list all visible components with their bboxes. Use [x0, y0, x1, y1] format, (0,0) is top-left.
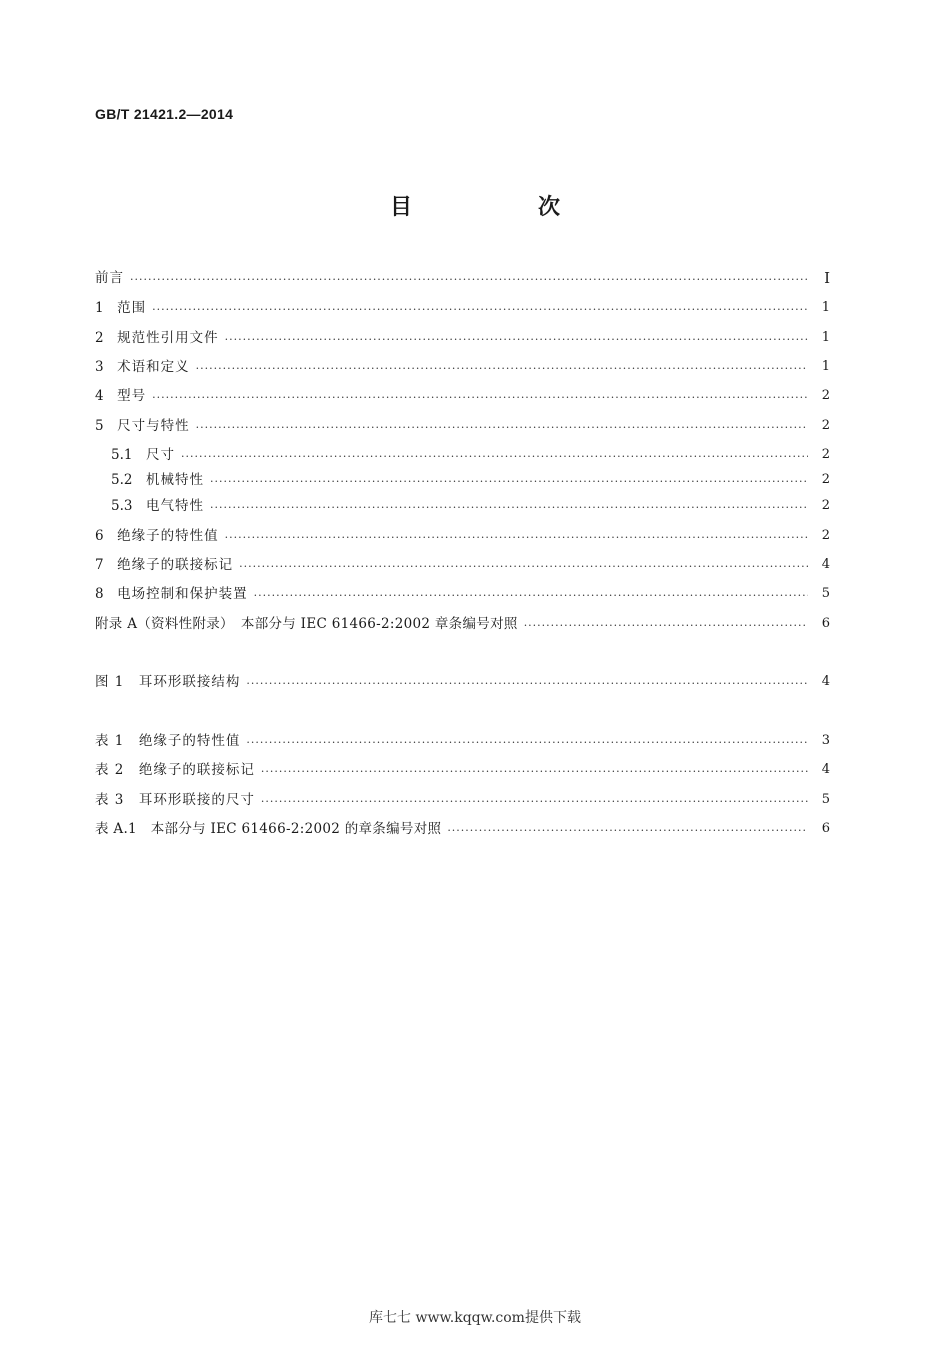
- toc-entry-page: 6: [821, 821, 830, 836]
- toc-leader-dots: [246, 735, 808, 751]
- toc-entry-number: 1: [95, 300, 118, 316]
- toc-entry-label: 电场控制和保护装置: [117, 586, 248, 602]
- toc-entry-table-2[interactable]: [95, 758, 830, 780]
- toc-entry-label: 前言: [95, 270, 124, 286]
- toc-entry-number: 8: [95, 586, 118, 602]
- toc-entry-number: 5.2: [111, 472, 146, 488]
- toc-entry-characteristic-values[interactable]: [95, 524, 830, 546]
- toc-leader-dots: [225, 332, 808, 348]
- toc-entry-page: 6: [821, 616, 830, 631]
- toc-entry-page: 1: [821, 330, 830, 345]
- toc-leader-dots: [254, 588, 808, 604]
- toc-entry-page: 4: [821, 762, 830, 777]
- toc-entry-number: 5.1: [111, 447, 146, 463]
- toc-leader-dots: [524, 618, 808, 634]
- toc-leader-dots: [210, 474, 808, 490]
- toc-entry-label: 附录 A（资料性附录） 本部分与 IEC 61466-2:2002 章条编号对照: [95, 616, 518, 632]
- toc-entry-label: 表 2 绝缘子的联接标记: [95, 762, 255, 778]
- toc-entry-label: 表 1 绝缘子的特性值: [95, 733, 241, 749]
- toc-entry-page: 2: [821, 418, 830, 433]
- toc-leader-dots: [196, 420, 808, 436]
- toc-leader-dots: [152, 390, 808, 406]
- toc-entry-label: 规范性引用文件: [117, 330, 219, 346]
- toc-entry-table-1[interactable]: [95, 729, 830, 751]
- toc-leader-dots: [246, 676, 808, 692]
- toc-entry-number: 2: [95, 330, 118, 346]
- toc-entry-number: 4: [95, 388, 118, 404]
- toc-entry-page: 2: [821, 472, 830, 487]
- toc-entry-label: 机械特性: [145, 472, 204, 488]
- toc-leader-dots: [261, 794, 808, 810]
- toc-leader-dots: [210, 500, 808, 516]
- toc-entry-page: 2: [821, 447, 830, 462]
- toc-entry-dimensions[interactable]: [95, 443, 830, 465]
- toc-leader-dots: [239, 559, 808, 575]
- toc-entry-electrical[interactable]: [95, 494, 830, 516]
- toc-entry-label: 绝缘子的联接标记: [117, 557, 234, 573]
- footer-watermark: 库七七 www.kqqw.com提供下载: [369, 1310, 581, 1326]
- toc-entry-number: 7: [95, 557, 118, 573]
- table-of-contents: [95, 0, 830, 1345]
- toc-entry-label: 表 3 耳环形联接的尺寸: [95, 792, 255, 808]
- toc-entry-page: 5: [821, 586, 830, 601]
- toc-entry-coupling-designation[interactable]: [95, 553, 830, 575]
- toc-leader-dots: [130, 272, 808, 288]
- toc-entry-number: 5: [95, 418, 118, 434]
- toc-entry-label: 尺寸: [145, 447, 175, 463]
- toc-entry-field-control[interactable]: [95, 582, 830, 604]
- toc-entry-foreword[interactable]: [95, 266, 830, 288]
- toc-entry-normative-references[interactable]: [95, 326, 830, 348]
- toc-entry-number: 6: [95, 528, 118, 544]
- toc-entry-label: 绝缘子的特性值: [117, 528, 219, 544]
- toc-entry-label: 尺寸与特性: [117, 418, 190, 434]
- toc-entry-annex-a[interactable]: [95, 612, 830, 634]
- toc-entry-page: 1: [821, 300, 830, 315]
- toc-entry-label: 型号: [117, 388, 147, 404]
- toc-leader-dots: [196, 361, 808, 377]
- toc-entry-dimensions-characteristics[interactable]: [95, 414, 830, 436]
- toc-entry-figure-1[interactable]: [95, 670, 830, 692]
- toc-leader-dots: [261, 764, 808, 780]
- toc-entry-page: 2: [821, 498, 830, 513]
- toc-entry-label: 范围: [117, 300, 147, 316]
- toc-entry-page: 2: [821, 388, 830, 403]
- toc-entry-number: 3: [95, 359, 118, 375]
- toc-entry-model[interactable]: [95, 384, 830, 406]
- toc-entry-label: 术语和定义: [117, 359, 190, 375]
- toc-entry-scope[interactable]: [95, 296, 830, 318]
- toc-entry-terms[interactable]: [95, 355, 830, 377]
- toc-leader-dots: [181, 449, 808, 465]
- toc-entry-page: 3: [821, 733, 830, 748]
- page-title: 目 次: [389, 195, 612, 220]
- toc-entry-label: 表 A.1 本部分与 IEC 61466-2:2002 的章条编号对照: [95, 821, 442, 837]
- toc-entry-page: 4: [821, 674, 830, 689]
- toc-entry-page: I: [824, 269, 830, 287]
- toc-entry-page: 1: [821, 359, 830, 374]
- toc-entry-number: 5.3: [111, 498, 146, 514]
- toc-entry-page: 2: [821, 528, 830, 543]
- toc-entry-page: 4: [821, 557, 830, 572]
- toc-leader-dots: [225, 530, 808, 546]
- toc-entry-table-3[interactable]: [95, 788, 830, 810]
- toc-entry-label: 图 1 耳环形联接结构: [95, 674, 241, 690]
- toc-entry-page: 5: [821, 792, 830, 807]
- toc-entry-label: 电气特性: [145, 498, 204, 514]
- standard-code: GB/T 21421.2—2014: [95, 106, 234, 122]
- toc-leader-dots: [152, 302, 808, 318]
- toc-entry-table-a1[interactable]: [95, 817, 830, 839]
- toc-entry-mechanical[interactable]: [95, 468, 830, 490]
- toc-leader-dots: [447, 823, 808, 839]
